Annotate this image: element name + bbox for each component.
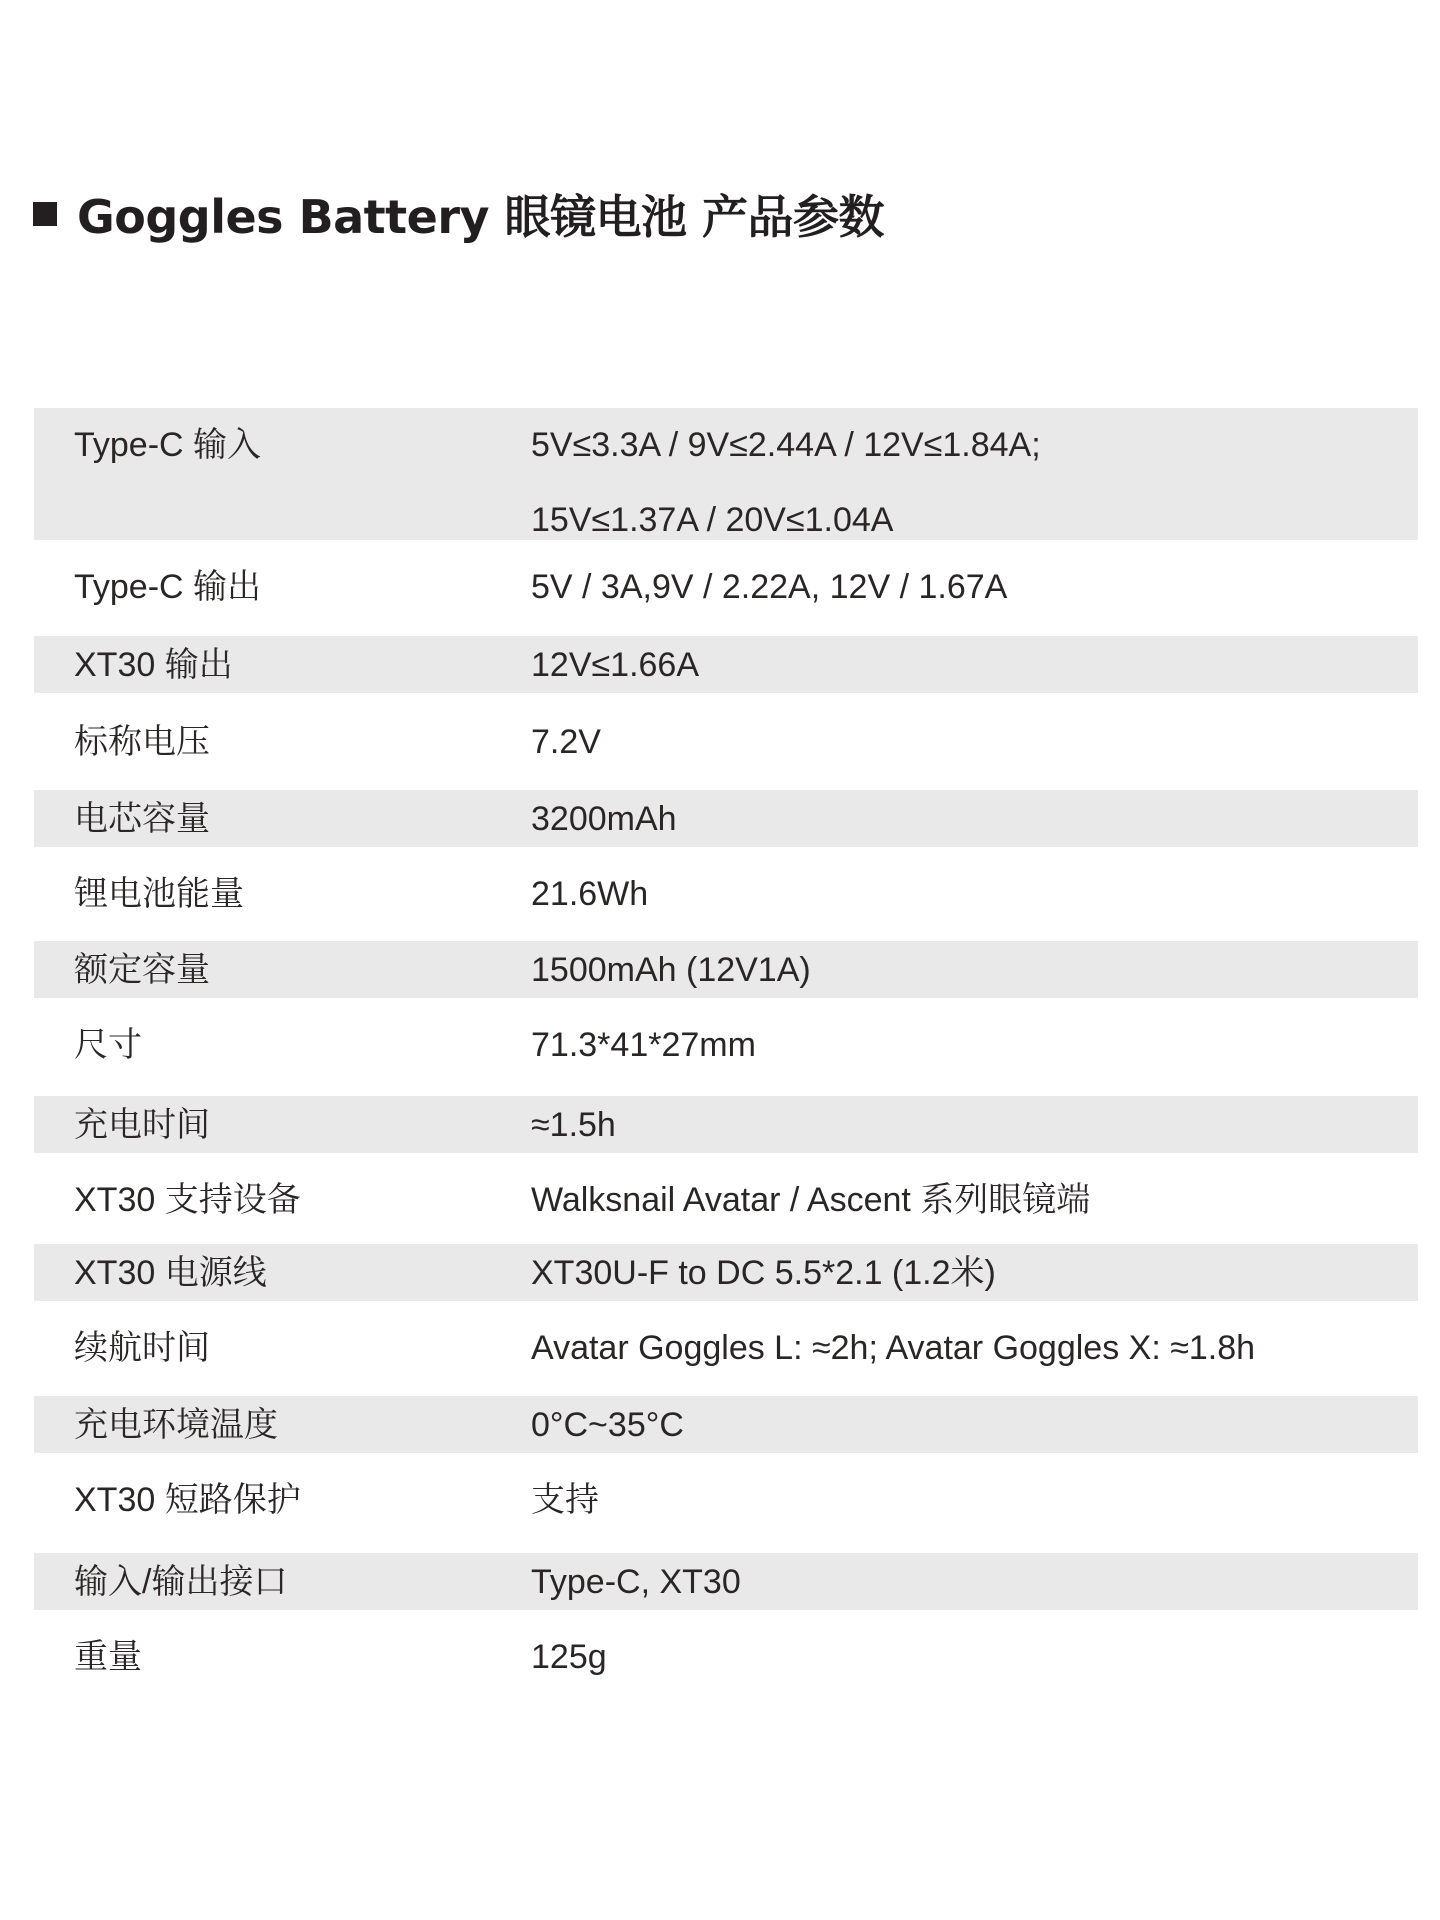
table-row: [34, 1244, 1418, 1301]
spec-label: Type-C 输出: [74, 568, 262, 606]
spec-value: 7.2V: [531, 723, 601, 761]
spec-label: XT30 支持设备: [74, 1181, 301, 1219]
table-row: [34, 941, 1418, 998]
table-row: [34, 1396, 1418, 1453]
spec-label: Type-C 输入: [74, 426, 262, 464]
page-header: [33, 183, 884, 245]
spec-label: 充电环境温度: [74, 1406, 278, 1444]
spec-value: XT30U-F to DC 5.5*2.1 (1.2米): [531, 1254, 996, 1292]
spec-value: 支持: [531, 1481, 599, 1519]
table-row: [34, 790, 1418, 847]
spec-label: 电芯容量: [74, 800, 210, 838]
spec-value: 5V≤3.3A / 9V≤2.44A / 12V≤1.84A; 15V≤1.37A / 20V≤1.04A: [531, 426, 1041, 539]
spec-value: Type-C, XT30: [531, 1563, 741, 1601]
spec-value: 1500mAh (12V1A): [531, 951, 811, 989]
table-row: [34, 1453, 1418, 1553]
spec-value: 5V / 3A,9V / 2.22A, 12V / 1.67A: [531, 568, 1008, 606]
table-row: [34, 1153, 1418, 1244]
table-row: [34, 847, 1418, 941]
spec-value: Avatar Goggles L: ≈2h; Avatar Goggles X: ≈1.8h: [531, 1329, 1256, 1367]
spec-label: 重量: [74, 1638, 142, 1676]
spec-label: 输入/输出接口: [74, 1563, 288, 1601]
spec-value: 71.3*41*27mm: [531, 1026, 756, 1064]
spec-value: 0°C~35°C: [531, 1406, 684, 1444]
spec-value: ≈1.5h: [531, 1106, 616, 1144]
spec-table: [34, 408, 1418, 1706]
spec-value: 3200mAh: [531, 800, 677, 838]
table-row: [34, 1610, 1418, 1706]
spec-value: 125g: [531, 1638, 607, 1676]
spec-label: XT30 短路保护: [74, 1481, 301, 1519]
table-row: [34, 1301, 1418, 1396]
table-row: [34, 1553, 1418, 1610]
spec-label: 锂电池能量: [74, 875, 244, 913]
square-bullet-icon: [33, 202, 57, 226]
spec-label: 标称电压: [74, 723, 210, 761]
spec-label: 额定容量: [74, 951, 210, 989]
spec-label: 续航时间: [74, 1329, 210, 1367]
table-row: [34, 998, 1418, 1096]
spec-value: Walksnail Avatar / Ascent 系列眼镜端: [531, 1181, 1091, 1219]
spec-label: 充电时间: [74, 1106, 210, 1144]
spec-value: 21.6Wh: [531, 875, 649, 913]
table-row: [34, 408, 1418, 540]
table-row: [34, 693, 1418, 790]
table-row: [34, 1096, 1418, 1153]
table-row: [34, 636, 1418, 693]
spec-label: 尺寸: [74, 1026, 142, 1064]
page-title: Goggles Battery 眼镜电池 产品参数: [77, 190, 885, 244]
spec-value: 12V≤1.66A: [531, 646, 700, 684]
spec-label: XT30 电源线: [74, 1254, 267, 1292]
spec-label: XT30 输出: [74, 646, 233, 684]
